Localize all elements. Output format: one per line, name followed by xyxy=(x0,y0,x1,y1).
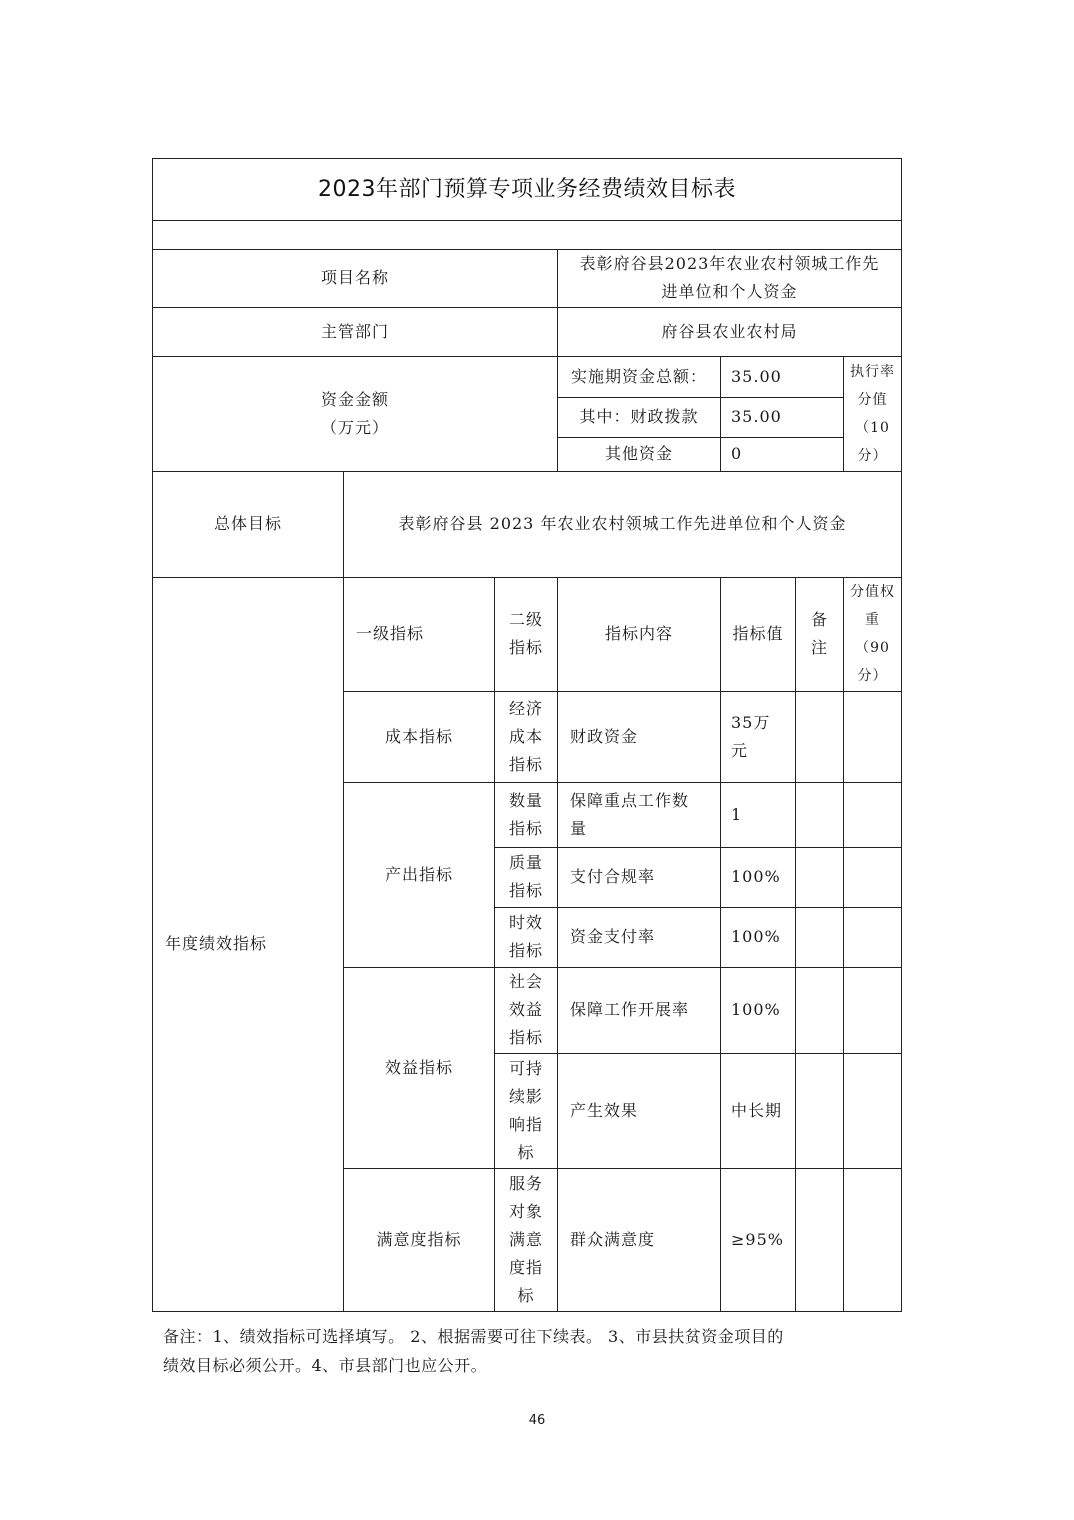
header-weight: 分值权重（90分） xyxy=(850,584,895,684)
header-value: 指标值 xyxy=(732,624,784,643)
table-title: 2023年部门预算专项业务经费绩效目标表 xyxy=(318,176,736,202)
level1-output: 产出指标 xyxy=(384,864,453,884)
header-level1: 一级指标 xyxy=(356,624,425,643)
overall-goal-value: 表彰府谷县 2023 年农业农村领城工作先进单位和个人资金 xyxy=(398,514,847,533)
value-cell: 中长期 xyxy=(731,1100,783,1120)
footnote xyxy=(163,1322,863,1380)
value-cell: 100% xyxy=(731,927,781,946)
funds-label-line2: （万元） xyxy=(320,417,389,437)
annual-indicators-label: 年度绩效指标 xyxy=(165,934,268,953)
other-funds-label: 其他资金 xyxy=(604,444,673,463)
total-funds-value: 35.00 xyxy=(731,366,782,386)
value-cell: 100% xyxy=(731,1000,781,1019)
level2-cell: 可持续影响指标 xyxy=(509,1058,544,1162)
project-name-label: 项目名称 xyxy=(320,268,389,287)
exec-rate-score: 执行率分值（10分） xyxy=(850,363,895,464)
project-name-value: 表彰府谷县2023年农业农村领城工作先进单位和个人资金 xyxy=(579,254,880,301)
header-level2: 二级指标 xyxy=(509,610,544,657)
performance-table xyxy=(152,158,902,1312)
content-cell: 保障重点工作数量 xyxy=(570,790,690,838)
level2-cell: 社会效益指标 xyxy=(509,972,544,1047)
content-cell: 支付合规率 xyxy=(570,867,656,886)
value-cell: 1 xyxy=(731,804,743,824)
level2-cell: 质量指标 xyxy=(509,853,544,900)
footnote-line1: 备注：1、绩效指标可选择填写。 2、根据需要可往下续表。 3、市县扶贫资金项目的 xyxy=(163,1327,784,1346)
content-cell: 财政资金 xyxy=(570,726,639,746)
funds-label-line1: 资金金额 xyxy=(320,389,389,409)
header-remark: 备注 xyxy=(810,610,828,657)
level2-cell: 时效指标 xyxy=(509,913,544,960)
fiscal-funds-value: 35.00 xyxy=(731,407,782,426)
overall-goal-label: 总体目标 xyxy=(213,514,282,533)
other-funds-value: 0 xyxy=(731,444,743,463)
rule xyxy=(153,220,901,221)
fiscal-funds-label: 其中：财政拨款 xyxy=(579,407,699,426)
level2-cell: 服务对象满意度指标 xyxy=(509,1173,544,1305)
funds-label xyxy=(153,356,557,471)
total-funds-label: 实施期资金总额： xyxy=(570,366,707,386)
department-value: 府谷县农业农村局 xyxy=(661,321,798,341)
header-content: 指标内容 xyxy=(604,624,673,643)
department-label: 主管部门 xyxy=(320,321,389,341)
content-cell: 群众满意度 xyxy=(570,1229,656,1249)
value-cell: 100% xyxy=(731,867,781,886)
level1-benefit: 效益指标 xyxy=(384,1057,453,1077)
value-cell: 35万元 xyxy=(731,712,771,760)
content-cell: 资金支付率 xyxy=(570,927,656,946)
level2-cell: 数量指标 xyxy=(509,790,544,838)
footnote-line2: 绩效目标必须公开。4、市县部门也应公开。 xyxy=(163,1356,488,1375)
content-cell: 产生效果 xyxy=(570,1100,639,1120)
level1-cost: 成本指标 xyxy=(384,726,453,746)
level1-satisfaction: 满意度指标 xyxy=(376,1229,462,1249)
value-cell: ≥95% xyxy=(731,1229,784,1249)
page-number: 46 xyxy=(528,1413,546,1428)
content-cell: 保障工作开展率 xyxy=(570,1000,690,1019)
level2-cell: 经济成本指标 xyxy=(509,698,544,774)
